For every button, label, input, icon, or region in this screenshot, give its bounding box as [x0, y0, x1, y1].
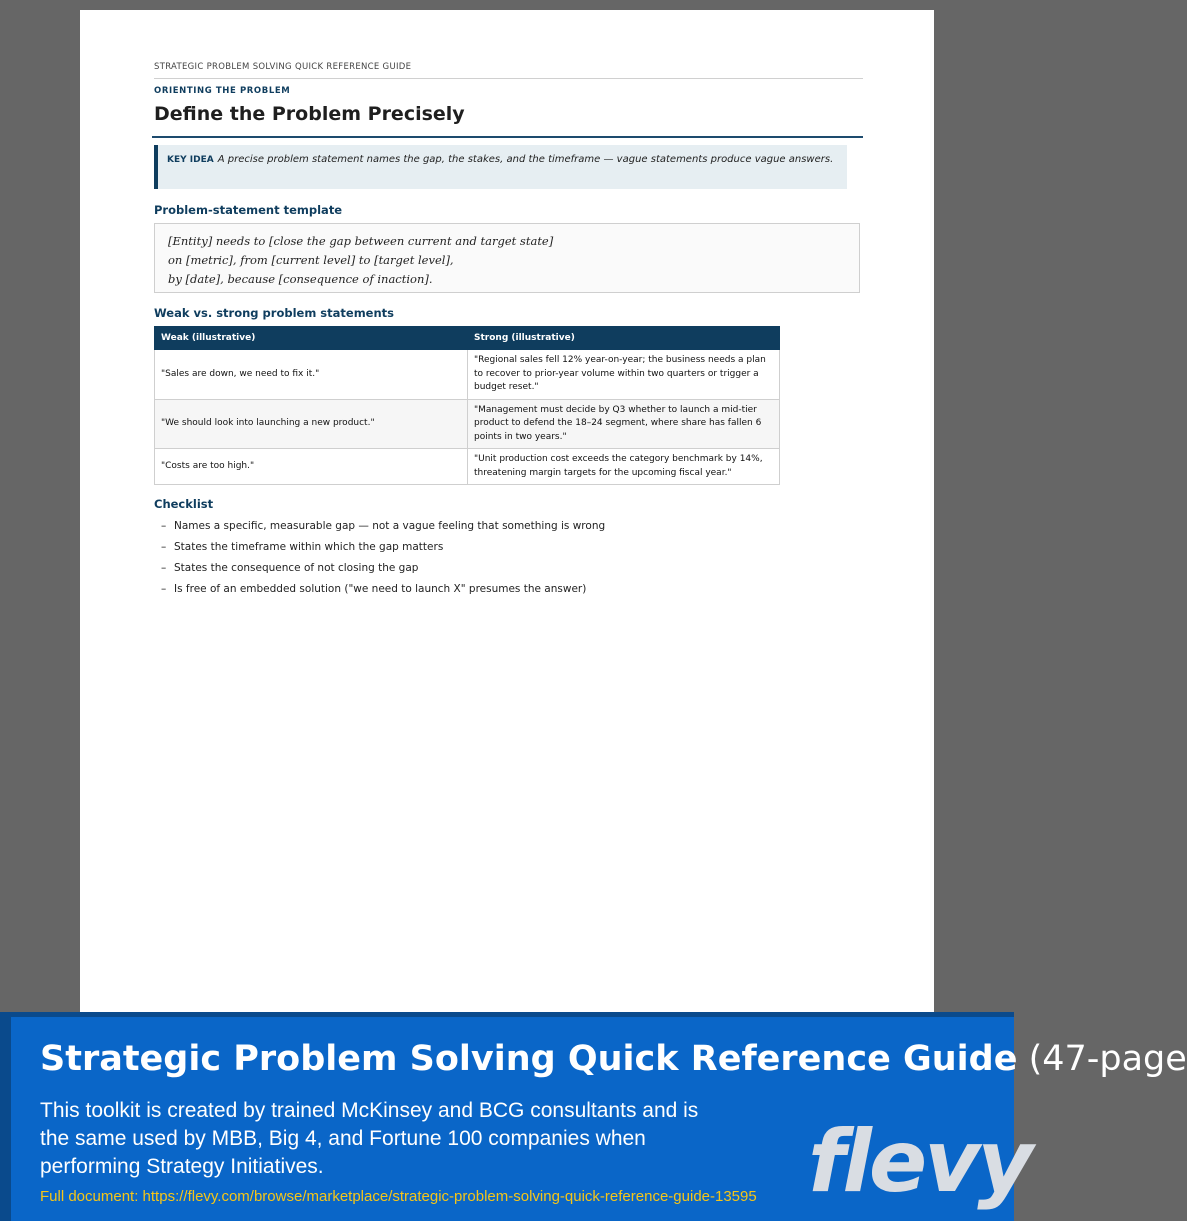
template-line: by [date], because [consequence of inaction].	[168, 272, 433, 286]
table-row	[155, 449, 780, 485]
table-row	[155, 350, 780, 400]
title-rule	[152, 136, 863, 138]
flevy-logo	[806, 1107, 1031, 1212]
template-line: [Entity] needs to [close the gap between current and target state]	[168, 234, 554, 248]
table-row	[155, 400, 780, 449]
key-idea-text: A precise problem statement names the gap, the stakes, and the timeframe — vague statements produce vague answers.	[217, 154, 834, 165]
column-header-weak: Weak (illustrative)	[155, 327, 468, 350]
page-title: Define the Problem Precisely	[154, 103, 465, 125]
checklist-item: – States the timeframe within which the gap matters	[154, 537, 605, 558]
weak-cell: "Costs are too high."	[155, 449, 468, 485]
weak-cell: "We should look into launching a new product."	[155, 400, 468, 449]
banner-title-bold: Strategic Problem Solving Quick Reference Guide	[40, 1039, 1018, 1079]
dash-bullet: –	[161, 583, 167, 595]
strong-cell: "Regional sales fell 12% year-on-year; the business needs a plan to recover to prior-year volume within two quarters or trigger a budget reset."	[468, 350, 780, 400]
dash-bullet: –	[161, 562, 167, 574]
weak-cell: "Sales are down, we need to fix it."	[155, 350, 468, 400]
table-heading: Weak vs. strong problem statements	[154, 306, 395, 320]
key-idea-label: KEY IDEA	[167, 155, 214, 165]
template-line: on [metric], from [current level] to [target level],	[168, 253, 454, 267]
checklist-item: – States the consequence of not closing the gap	[154, 558, 605, 579]
checklist-heading: Checklist	[154, 497, 214, 511]
checklist-item: – Names a specific, measurable gap — not a vague feeling that something is wrong	[154, 516, 605, 537]
checklist	[154, 516, 605, 600]
column-header-strong: Strong (illustrative)	[468, 327, 780, 350]
template-box	[154, 223, 860, 293]
table-header-row	[155, 327, 780, 350]
checklist-item: – Is free of an embedded solution ("we need to launch X" presumes the answer)	[154, 579, 605, 600]
banner-left-stripe	[0, 1012, 11, 1221]
banner-top-stripe	[0, 1012, 1014, 1017]
section-label: ORIENTING THE PROBLEM	[154, 86, 291, 96]
comparison-table	[154, 326, 780, 485]
dash-bullet: –	[161, 520, 167, 532]
banner-title-rest: (47-page	[1017, 1039, 1187, 1079]
dash-bullet: –	[161, 541, 167, 553]
banner-description: This toolkit is created by trained McKinsey and BCG consultants and is the same used by MBB, Big 4, and Fortune 100 companies when performing Strategy Initiatives.	[40, 1099, 699, 1178]
banner-title	[40, 1039, 1187, 1079]
flevy-logo-text: flevy	[808, 1112, 1031, 1212]
document-link[interactable]: Full document: https://flevy.com/browse/marketplace/strategic-problem-solving-quick-reference-guide-13595	[40, 1188, 757, 1205]
template-heading: Problem-statement template	[154, 203, 343, 217]
key-idea-callout	[154, 145, 847, 189]
running-head: STRATEGIC PROBLEM SOLVING QUICK REFERENCE GUIDE	[154, 62, 863, 79]
document-page	[80, 10, 934, 1012]
strong-cell: "Unit production cost exceeds the category benchmark by 14%, threatening margin targets for the upcoming fiscal year."	[468, 449, 780, 485]
promo-banner	[0, 1012, 1187, 1221]
strong-cell: "Management must decide by Q3 whether to launch a mid-tier product to defend the 18–24 segment, where share has fallen 6 points in two years."	[468, 400, 780, 449]
